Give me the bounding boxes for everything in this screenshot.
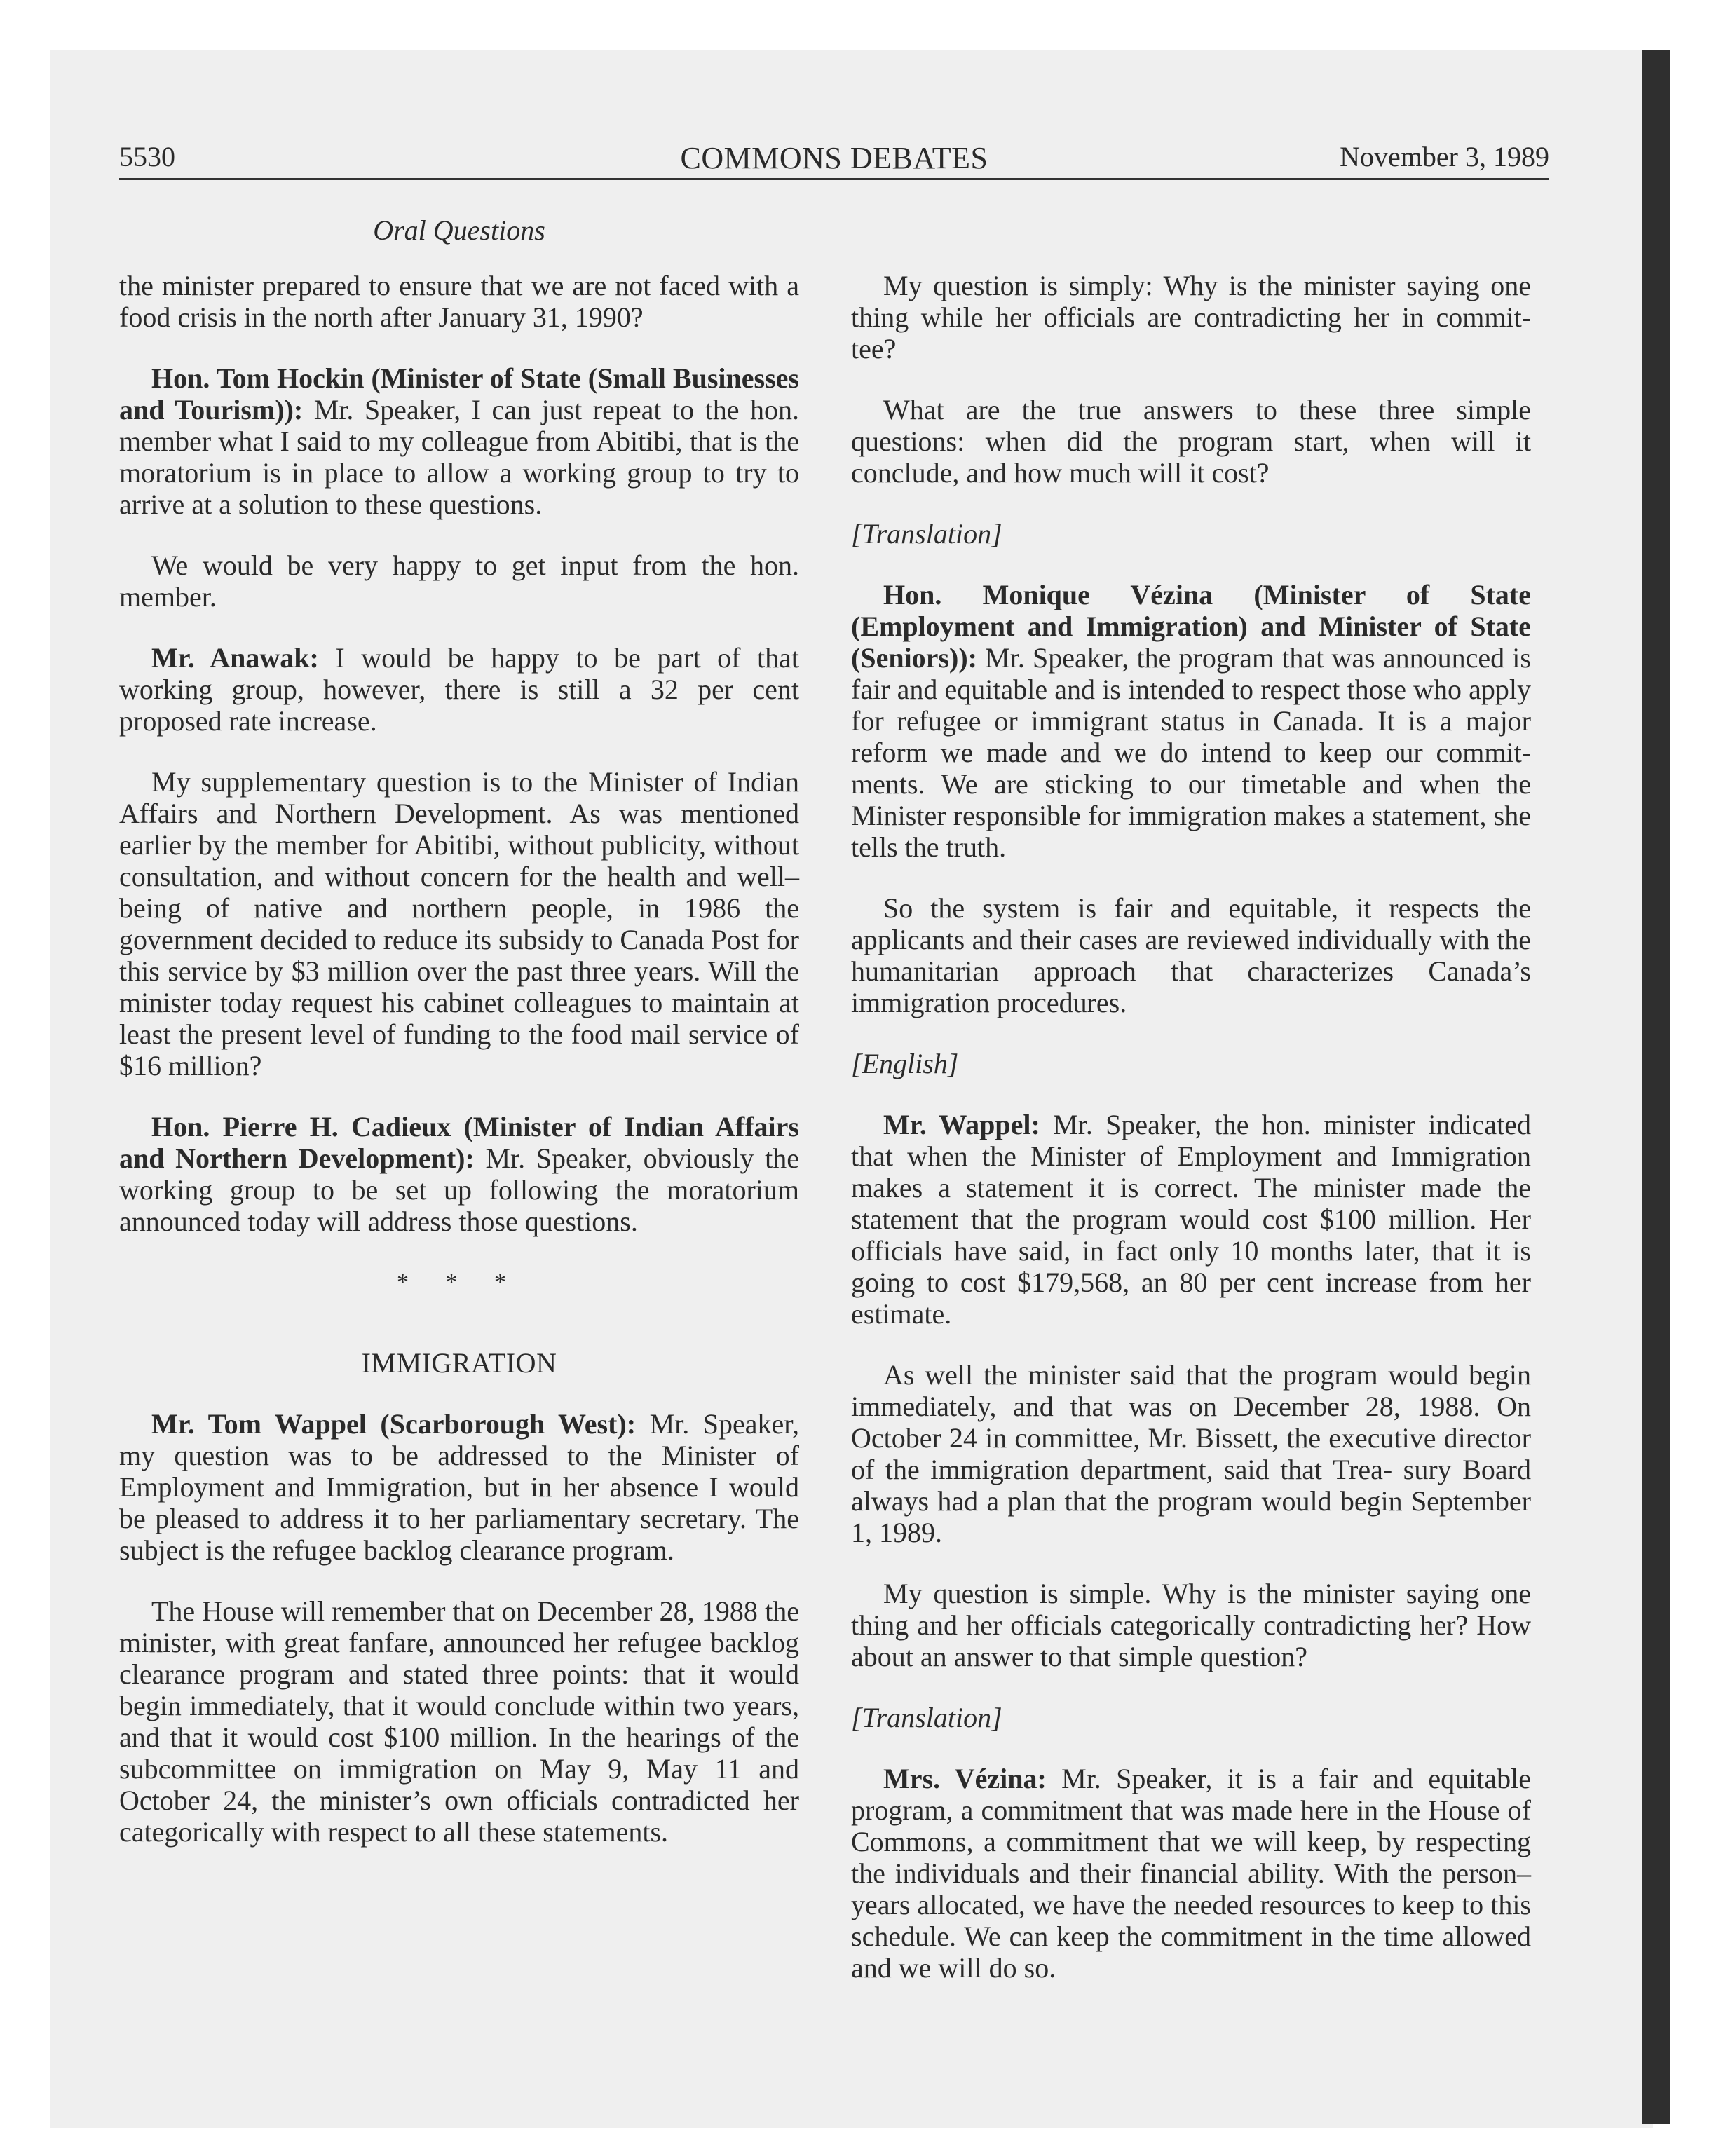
publication-date: November 3, 1989 [1340,141,1549,172]
paragraph: the minister prepared to ensure that we are not faced with a food crisis in the north after January 31, 1990? [119,270,799,333]
speaker-name: Mr. Anawak: [151,642,319,674]
paragraph: As well the minister said that the program would begin immediately, and that was on December 28, 1988. On October 24 in committee, Mr. Bissett, the executive director of the immigration department, said that Trea- sury Board always had a plan that the program would begin September 1, 1989. [851,1359,1531,1548]
language-tag: [Translation] [851,518,1002,550]
page-header [119,133,1549,175]
header-rule [119,178,1549,180]
left-column [119,270,799,1877]
speech-text: Mr. Speaker, I can just repeat to the hon. member what I said to my colleague from Abitibi, that is the moratorium is in place to allow a working group to try to arrive at a solution to these questions. [119,394,799,520]
scan-binding-edge [1642,50,1670,2124]
speaker-name: Hon. Tom Hockin (Minister of State (Small Businesses and Tourism)): [119,362,799,425]
paragraph [119,1111,799,1237]
document-page [119,133,1549,1984]
paragraph: My question is simple. Why is the minister saying one thing and her officials categorically contradicting her? How about an answer to that simple question? [851,1578,1531,1672]
speech-text: I would be happy to be part of that working group, however, there is still a 32 per cent proposed rate increase. [119,642,799,737]
paragraph: My question is simply: Why is the minister saying one thing while her officials are contradicting her in commit- tee? [851,270,1531,364]
journal-title: COMMONS DEBATES [680,141,988,175]
speaker-name: Mr. Wappel: [883,1109,1040,1140]
right-column [851,270,1531,2013]
paragraph [851,1109,1531,1330]
speech-text: Mr. Speaker, the program that was announced is fair and equitable and is intended to respect those who apply for refugee or immigrant status in Canada. It is a major reform we made and we do intend to keep our commit- ments. We are sticking to our timetable and when the Minister responsible for immigration makes a statement, she tells the truth. [851,642,1531,863]
speech-text: Mr. Speaker, obviously the working group to be set up following the moratorium announced today will address those questions. [119,1142,799,1237]
speaker-name: Mrs. Vézina: [883,1763,1047,1794]
language-tag: [Translation] [851,1702,1002,1733]
speaker-name: Hon. Pierre H. Cadieux (Minister of Indian Affairs and Northern Development): [119,1111,799,1174]
speech-text: Mr. Speaker, my question was to be addressed to the Minister of Employment and Immigration, but in her absence I would be pleased to address it to her parliamentary secretary. The subject is the refugee backlog clearance program. [119,1408,799,1566]
paragraph: The House will remember that on December 28, 1988 the minister, with great fanfare, announced her refugee backlog clearance program and stated three points: that it would begin immediately, that it would conclude within two years, and that it would cost $100 million. In the hearings of the subcommittee on immigration on May 9, May 11 and October 24, the minister’s own officials contradicted her categorically with respect to all these statements. [119,1595,799,1848]
paragraph: We would be very happy to get input from the hon. member. [119,550,799,613]
paragraph [851,579,1531,863]
paragraph: My supplementary question is to the Minister of Indian Affairs and Northern Development. As was mentioned earlier by the member for Abitibi, without publicity, without consultation, and without concern for the health and well–being of native and northern people, in 1986 the government decided to reduce its subsidy to Canada Post for this service by $3 million over the past three years. Will the minister today request his cabinet colleagues to maintain at least the present level of funding to the food mail service of $16 million? [119,766,799,1082]
paragraph [119,1408,799,1566]
paragraph: So the system is fair and equitable, it respects the applicants and their cases are reviewed individually with the humanitarian approach that characterizes Canada’s immigration procedures. [851,892,1531,1018]
paragraph: What are the true answers to these three simple questions: when did the program start, when will it conclude, and how much will it cost? [851,394,1531,489]
speech-text: Mr. Speaker, it is a fair and equitable program, a commitment that was made here in the House of Commons, a commitment that we will keep, by respecting the individuals and their financial ability. With the person–years allocated, we have the needed resources to keep to this schedule. We can keep the commitment in the time allowed and we will do so. [851,1763,1531,1984]
speaker-name: Hon. Monique Vézina (Minister of State (Employment and Immigration) and Minister of State (Seniors)): [851,579,1531,674]
page-number: 5530 [119,141,175,172]
paragraph [119,362,799,520]
language-tag: [English] [851,1048,959,1079]
paragraph [119,642,799,737]
paragraph [851,1763,1531,1984]
section-heading: IMMIGRATION [361,1347,557,1379]
section-label: Oral Questions [373,214,545,246]
speech-text: Mr. Speaker, the hon. minister indicated that when the Minister of Employment and Immigration makes a statement it is correct. The minister made the statement that the program would cost $100 million. Her officials have said, in fact only 10 months later, that it is going to cost $179,568, an 80 per cent increase from her estimate. [851,1109,1532,1330]
section-separator: * * * [397,1269,522,1295]
speaker-name: Mr. Tom Wappel (Scarborough West): [151,1408,637,1440]
